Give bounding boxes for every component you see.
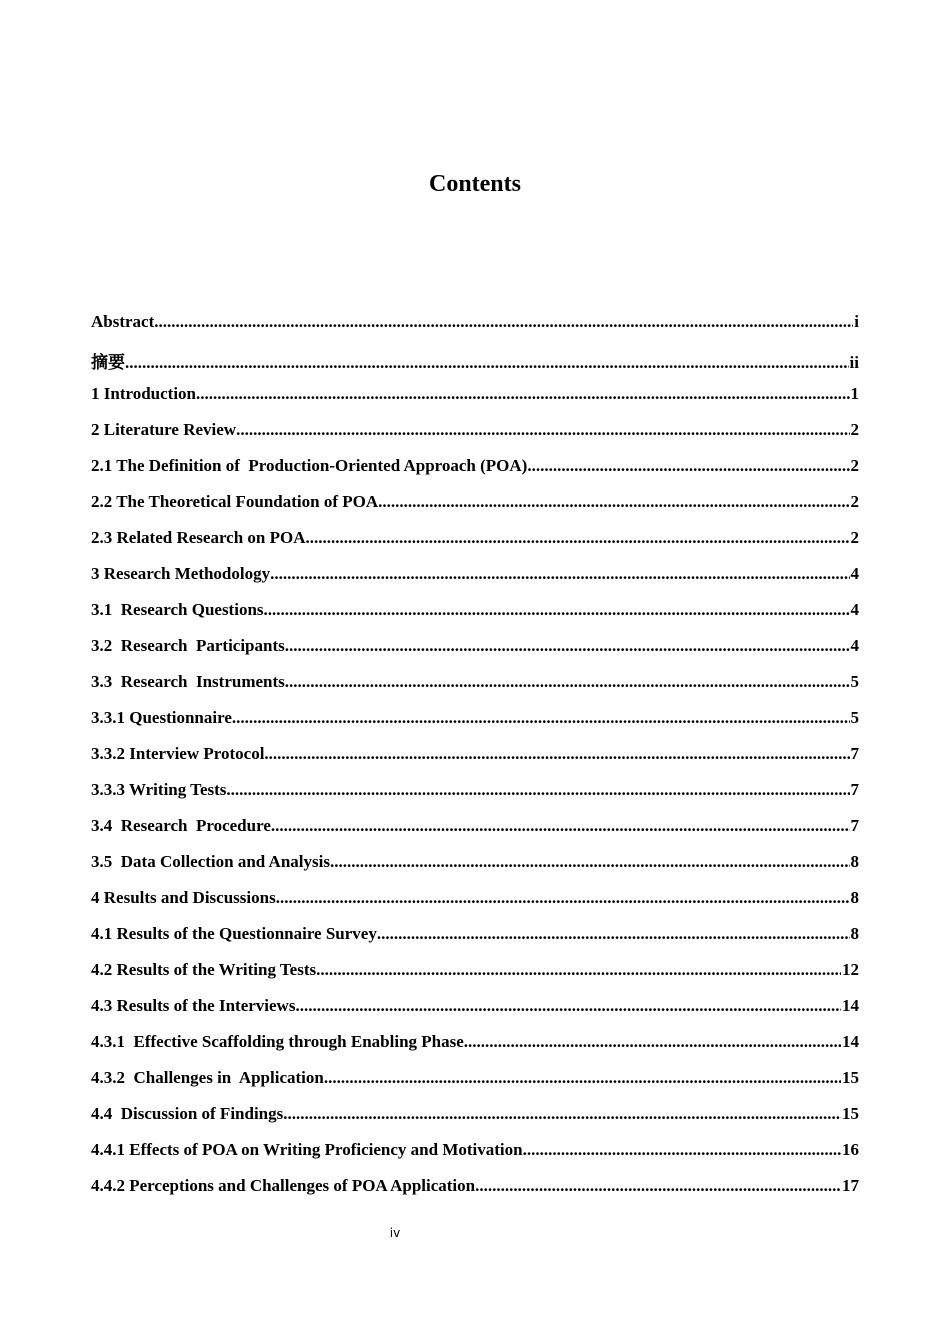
toc-entry-label: 2.1 The Definition of Production-Oriented Approach (POA) [91, 456, 528, 475]
toc-entry[interactable] [91, 744, 859, 780]
toc-dot-leader [316, 960, 841, 980]
toc-dot-leader [475, 1176, 841, 1196]
toc-entry-label: 3.5 Data Collection and Analysis [91, 852, 330, 871]
toc-entry[interactable] [91, 636, 859, 672]
toc-entry[interactable] [91, 708, 859, 744]
toc-entry[interactable] [91, 924, 859, 960]
toc-dot-leader [264, 744, 849, 764]
toc-entry-label: 2.2 The Theoretical Foundation of POA [91, 492, 379, 511]
toc-dot-leader [464, 1032, 841, 1052]
toc-entry[interactable] [91, 1104, 859, 1140]
toc-entry-label: 4.4 Discussion of Findings [91, 1104, 284, 1123]
toc-entry[interactable] [91, 1140, 859, 1176]
toc-entry-page: 15 [842, 1104, 859, 1123]
toc-dot-leader [283, 1104, 841, 1124]
toc-entry-page: 8 [850, 852, 859, 871]
toc-entry-label: 4.3 Results of the Interviews [91, 996, 296, 1015]
toc-entry[interactable] [91, 1032, 859, 1068]
toc-dot-leader [295, 996, 841, 1016]
toc-dot-leader [236, 420, 849, 440]
toc-entry[interactable] [91, 420, 859, 456]
toc-entry-page: 2 [850, 456, 859, 475]
toc-entry-page: i [854, 312, 859, 331]
toc-entry[interactable] [91, 600, 859, 636]
toc-entry-label: 4.3.2 Challenges in Application [91, 1068, 324, 1087]
page-number: iv [389, 1226, 401, 1240]
toc-entry[interactable] [91, 564, 859, 600]
toc-dot-leader [330, 852, 850, 872]
toc-dot-leader [285, 636, 850, 656]
toc-entry[interactable] [91, 852, 859, 888]
toc-dot-leader [196, 384, 849, 404]
toc-entry-label: 4.2 Results of the Writing Tests [91, 960, 317, 979]
toc-entry-label: 3.2 Research Participants [91, 636, 285, 655]
toc-dot-leader [276, 888, 850, 908]
toc-entry[interactable] [91, 384, 859, 420]
toc-dot-leader [264, 600, 850, 620]
toc-entry-label: 3.4 Research Procedure [91, 816, 271, 835]
toc-dot-leader [527, 456, 849, 476]
toc-entry-label: 3.1 Research Questions [91, 600, 264, 619]
toc-dot-leader [232, 708, 850, 728]
toc-entry-page: 7 [850, 816, 859, 835]
toc-entry-page: 4 [850, 564, 859, 583]
toc-dot-leader [226, 780, 849, 800]
toc-entry-page: 1 [850, 384, 859, 403]
toc-dot-leader [154, 312, 853, 332]
toc-entry[interactable] [91, 816, 859, 852]
toc-dot-leader [271, 816, 850, 836]
toc-dot-leader [324, 1068, 841, 1088]
toc-dot-leader [378, 492, 849, 512]
toc-entry[interactable] [91, 456, 859, 492]
toc-entry-page: 14 [842, 1032, 859, 1051]
toc-entry[interactable] [91, 1176, 859, 1212]
toc-entry[interactable] [91, 960, 859, 996]
toc-entry-page: 8 [850, 888, 859, 907]
toc-entry[interactable] [91, 312, 859, 348]
toc-entry-label: 4.3.1 Effective Scaffolding through Enabling Phase [91, 1032, 464, 1051]
toc-entry-label: 2.3 Related Research on POA [91, 528, 306, 547]
toc-entry-label: 4 Results and Discussions [91, 888, 276, 907]
toc-entry[interactable] [91, 528, 859, 564]
toc-entry[interactable] [91, 780, 859, 816]
toc-entry-page: 16 [842, 1140, 859, 1159]
toc-entry[interactable] [91, 888, 859, 924]
toc-entry-label: 摘要 [91, 353, 125, 372]
toc-entry-page: 17 [842, 1176, 859, 1195]
toc-dot-leader [306, 528, 850, 548]
toc-entry-page: 12 [842, 960, 859, 979]
toc-entry-page: 7 [850, 780, 859, 799]
toc-entry-label: Abstract [91, 312, 155, 331]
toc-entry-page: 4 [850, 636, 859, 655]
toc-entry-label: 1 Introduction [91, 384, 197, 403]
toc-entry-label: 4.4.1 Effects of POA on Writing Proficiency and Motivation [91, 1140, 523, 1159]
toc-entry-page: 15 [842, 1068, 859, 1087]
toc-entry-page: 7 [850, 744, 859, 763]
toc-entry-label: 3.3.3 Writing Tests [91, 780, 227, 799]
toc-entry-page: 5 [850, 708, 859, 727]
toc-entry-label: 3 Research Methodology [91, 564, 271, 583]
toc-entry-page: 4 [850, 600, 859, 619]
toc-dot-leader [125, 353, 849, 373]
toc-entry[interactable] [91, 1068, 859, 1104]
toc-entry-page: ii [849, 353, 859, 372]
toc-dot-leader [377, 924, 850, 944]
toc-entry-label: 4.4.2 Perceptions and Challenges of POA Application [91, 1176, 476, 1195]
toc-dot-leader [285, 672, 850, 692]
toc-entry-label: 2 Literature Review [91, 420, 237, 439]
toc-entry-page: 2 [850, 528, 859, 547]
toc-dot-leader [270, 564, 849, 584]
page-title: Contents [428, 171, 521, 197]
toc-entry-label: 3.3.2 Interview Protocol [91, 744, 265, 763]
toc-entry[interactable] [91, 996, 859, 1032]
toc-entry-label: 4.1 Results of the Questionnaire Survey [91, 924, 377, 943]
toc-entry-page: 8 [850, 924, 859, 943]
toc-entry-page: 5 [850, 672, 859, 691]
table-of-contents [91, 312, 859, 1212]
toc-entry[interactable] [91, 492, 859, 528]
toc-entry-page: 2 [850, 420, 859, 439]
toc-entry-label: 3.3.1 Questionnaire [91, 708, 232, 727]
toc-entry-page: 2 [850, 492, 859, 511]
toc-entry-label: 3.3 Research Instruments [91, 672, 285, 691]
toc-entry[interactable] [91, 348, 859, 384]
toc-entry-page: 14 [842, 996, 859, 1015]
toc-dot-leader [523, 1140, 841, 1160]
toc-entry[interactable] [91, 672, 859, 708]
